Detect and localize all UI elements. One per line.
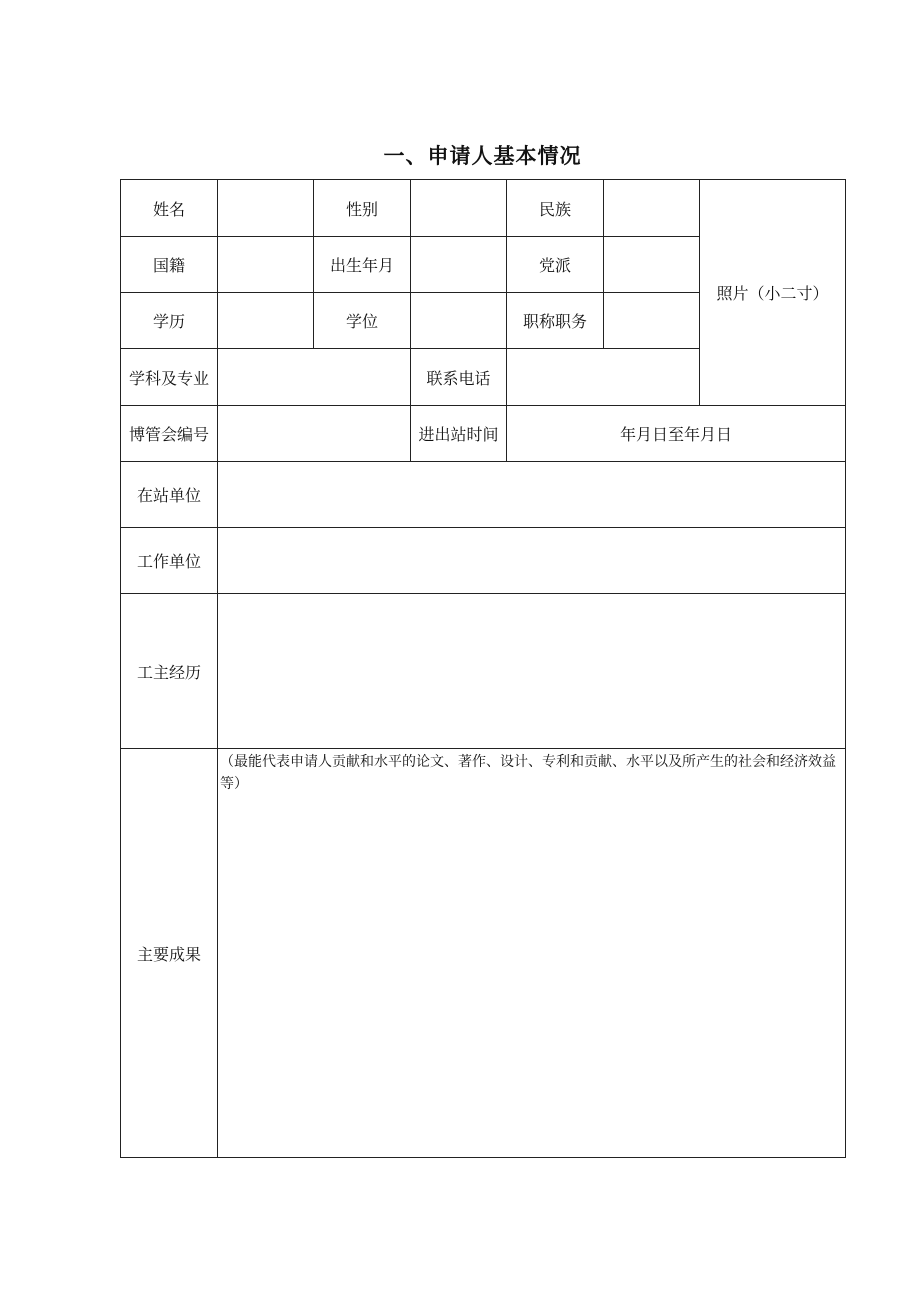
photo-box[interactable]: 照片（小二寸）	[700, 180, 846, 406]
field-work-unit[interactable]	[218, 528, 846, 594]
field-date-range[interactable]: 年月日至年月日	[507, 406, 846, 462]
label-nationality: 国籍	[121, 237, 218, 293]
field-experience[interactable]	[218, 594, 846, 749]
field-name[interactable]	[218, 180, 314, 237]
label-party: 党派	[507, 237, 604, 293]
field-nationality[interactable]	[218, 237, 314, 293]
field-degree[interactable]	[411, 293, 507, 349]
label-experience: 工主经历	[121, 594, 218, 749]
field-ethnicity[interactable]	[604, 180, 700, 237]
label-ethnicity: 民族	[507, 180, 604, 237]
label-achievements: 主要成果	[121, 749, 218, 1158]
field-station-unit[interactable]	[218, 462, 846, 528]
applicant-info-table	[120, 179, 846, 1158]
page-title: 一、申请人基本情况	[383, 144, 582, 168]
label-station-time: 进出站时间	[411, 406, 507, 462]
label-name: 姓名	[121, 180, 218, 237]
label-phone: 联系电话	[411, 349, 507, 406]
label-major: 学科及专业	[121, 349, 218, 406]
label-degree: 学位	[314, 293, 411, 349]
label-birth: 出生年月	[314, 237, 411, 293]
field-party[interactable]	[604, 237, 700, 293]
label-work-unit: 工作单位	[121, 528, 218, 594]
label-education: 学历	[121, 293, 218, 349]
label-postdoc-id: 博管会编号	[121, 406, 218, 462]
field-achievements[interactable]: （最能代表申请人贡献和水平的论文、著作、设计、专利和贡献、水平以及所产生的社会和经济效益等）	[218, 749, 846, 1158]
field-gender[interactable]	[411, 180, 507, 237]
field-postdoc-id[interactable]	[218, 406, 411, 462]
field-birth[interactable]	[411, 237, 507, 293]
field-major[interactable]	[218, 349, 411, 406]
field-education[interactable]	[218, 293, 314, 349]
field-phone[interactable]	[507, 349, 700, 406]
label-gender: 性别	[314, 180, 411, 237]
label-station-unit: 在站单位	[121, 462, 218, 528]
field-title-position[interactable]	[604, 293, 700, 349]
label-title-position: 职称职务	[507, 293, 604, 349]
